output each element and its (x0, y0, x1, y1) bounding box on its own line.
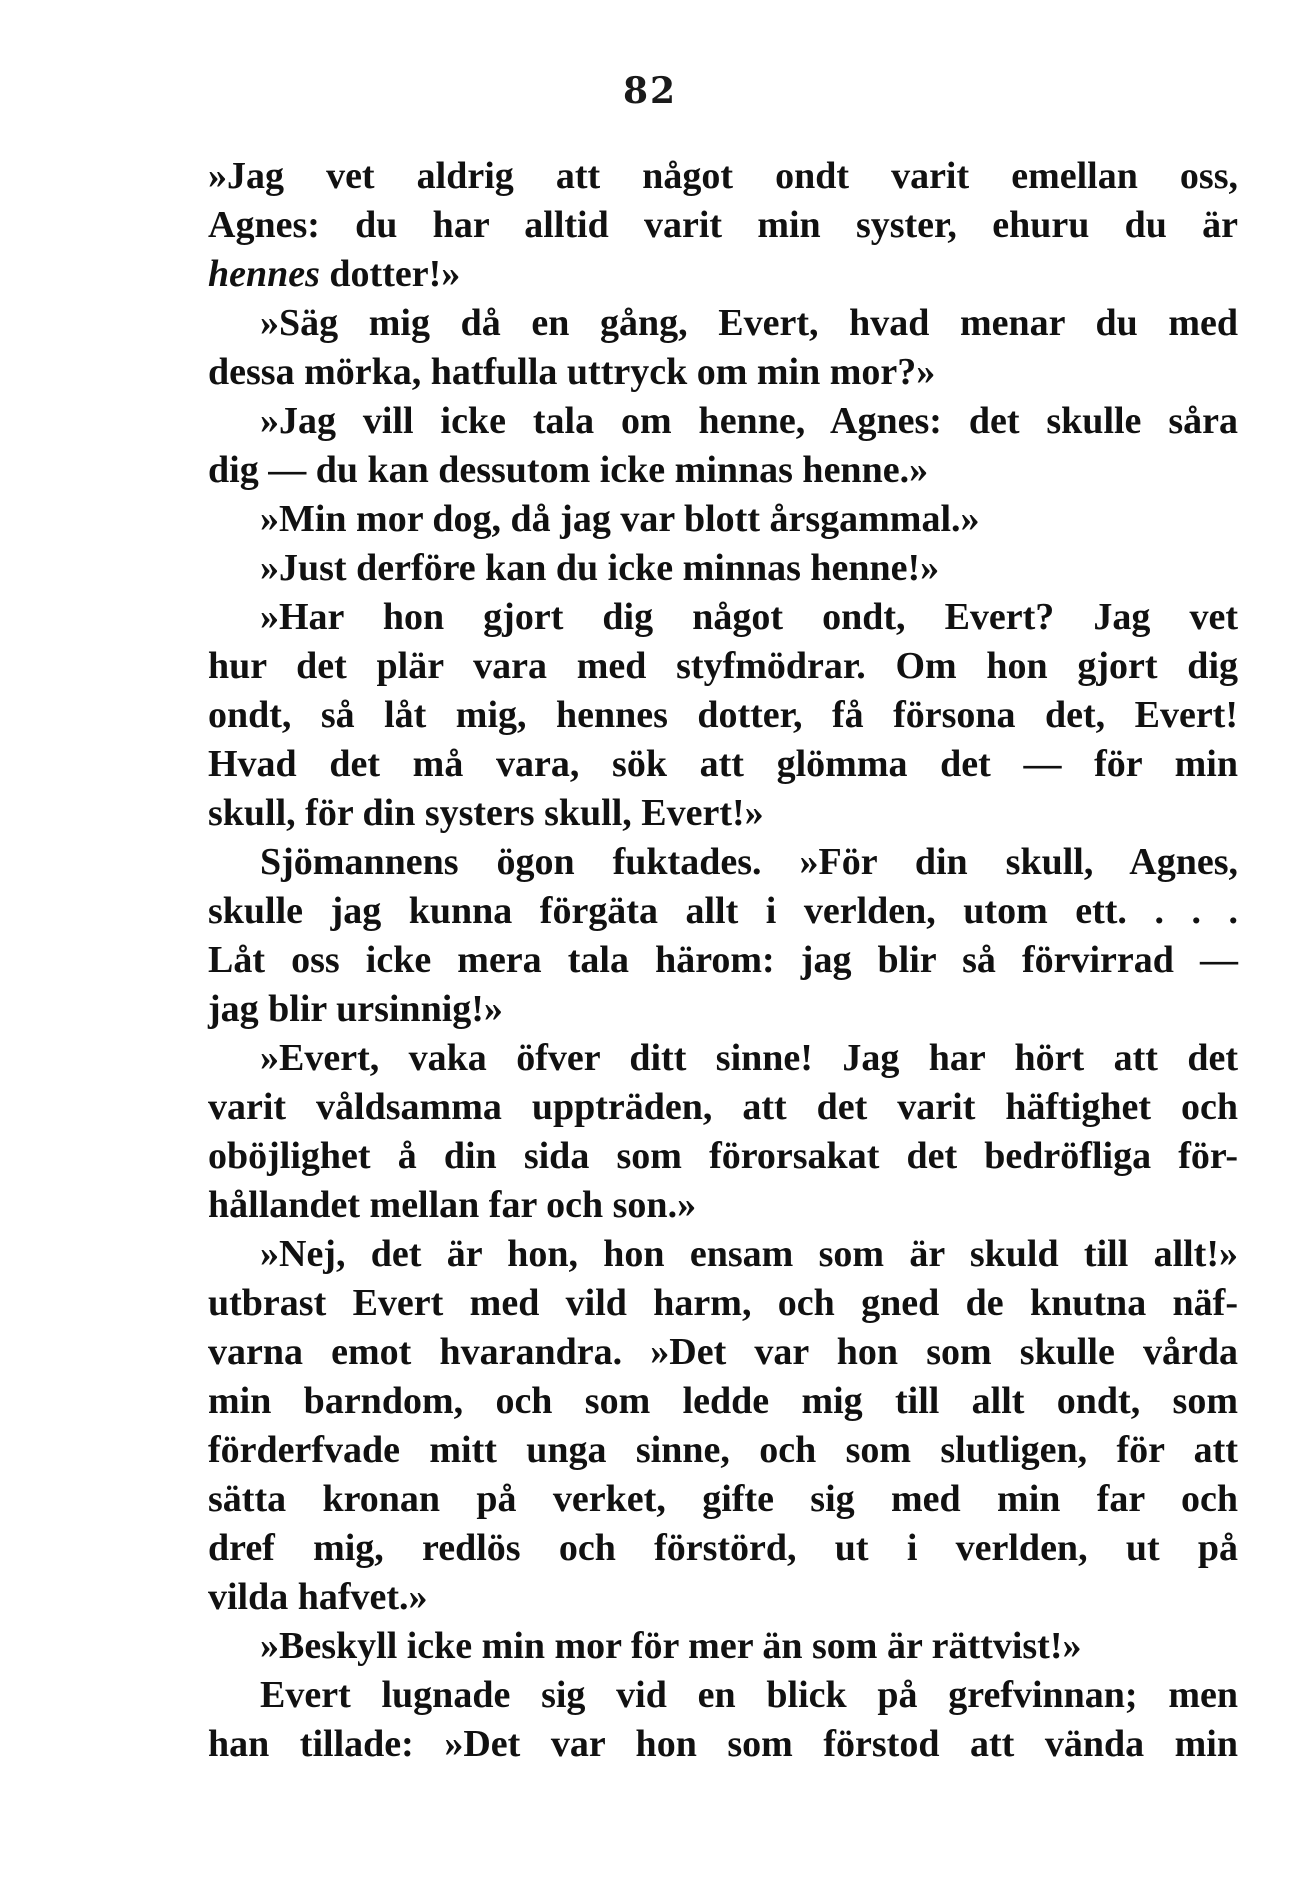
text-segment: skull, för din systers skull, Evert!» (208, 792, 764, 834)
text-segment: »Min mor dog, då jag var blott årsgammal.» (260, 498, 980, 540)
text-segment: hållandet mellan far och son.» (208, 1184, 697, 1226)
text-line (208, 1132, 1238, 1181)
text-line (208, 348, 1238, 397)
text-line (208, 1181, 1238, 1230)
text-line (208, 1279, 1238, 1328)
text-line (208, 887, 1238, 936)
text-segment: »Säg mig då en gång, Evert, hvad menar du med (260, 302, 1238, 344)
text-segment: »Jag vill icke tala om henne, Agnes: det skulle såra (260, 400, 1238, 442)
text-line (208, 1622, 1238, 1671)
text-segment: »Nej, det är hon, hon ensam som är skuld till allt!» (260, 1233, 1238, 1275)
text-line (208, 1230, 1238, 1279)
text-segment: dotter!» (319, 253, 461, 295)
text-segment: vilda hafvet.» (208, 1576, 428, 1618)
text-line (208, 593, 1238, 642)
text-line (208, 1377, 1238, 1426)
text-line (208, 1475, 1238, 1524)
text-segment: förderfvade mitt unga sinne, och som slutligen, för att (208, 1429, 1238, 1471)
text-line (208, 152, 1238, 201)
text-segment: varit våldsamma uppträden, att det varit häftighet och (208, 1086, 1238, 1128)
text-line (208, 740, 1238, 789)
text-line (208, 838, 1238, 887)
text-line (208, 1328, 1238, 1377)
text-segment: Låt oss icke mera tala härom: jag blir så förvirrad — (208, 939, 1238, 981)
text-segment: Sjömannens ögon fuktades. »För din skull, Agnes, (260, 841, 1238, 883)
text-segment: dig — du kan dessutom icke minnas henne.» (208, 449, 929, 491)
text-segment: »Beskyll icke min mor för mer än som är rättvist!» (260, 1625, 1082, 1667)
text-line (208, 789, 1238, 838)
text-segment: »Har hon gjort dig något ondt, Evert? Jag vet (260, 596, 1238, 638)
text-line (208, 397, 1238, 446)
text-line (208, 495, 1238, 544)
body-text (208, 152, 1238, 1769)
italic-word: hennes (208, 253, 320, 295)
text-line (208, 446, 1238, 495)
text-line (208, 985, 1238, 1034)
text-segment: oböjlighet å din sida som förorsakat det bedröfliga för- (208, 1135, 1238, 1177)
text-segment: sätta kronan på verket, gifte sig med min far och (208, 1478, 1238, 1520)
text-line (208, 299, 1238, 348)
text-line (208, 642, 1238, 691)
text-segment: min barndom, och som ledde mig till allt ondt, som (208, 1380, 1238, 1422)
text-segment: han tillade: »Det var hon som förstod att vända min (208, 1723, 1238, 1765)
text-line (208, 201, 1238, 250)
text-segment: Agnes: du har alltid varit min syster, ehuru du är (208, 204, 1238, 246)
text-segment: »Jag vet aldrig att något ondt varit emellan oss, (208, 155, 1238, 197)
text-line (208, 691, 1238, 740)
text-line (208, 1083, 1238, 1132)
text-segment: dessa mörka, hatfulla uttryck om min mor?» (208, 351, 936, 393)
text-segment: hur det plär vara med styfmödrar. Om hon gjort dig (208, 645, 1238, 687)
text-line (208, 1524, 1238, 1573)
text-line (208, 250, 1238, 299)
text-segment: dref mig, redlös och förstörd, ut i verlden, ut på (208, 1527, 1238, 1569)
text-segment: Hvad det må vara, sök att glömma det — för min (208, 743, 1238, 785)
text-segment: Evert lugnade sig vid en blick på grefvinnan; men (260, 1674, 1238, 1716)
text-segment: ondt, så låt mig, hennes dotter, få försona det, Evert! (208, 694, 1238, 736)
text-line (208, 936, 1238, 985)
text-segment: jag blir ursinnig!» (208, 988, 503, 1030)
text-segment: skulle jag kunna förgäta allt i verlden, utom ett. . . . (208, 890, 1238, 932)
text-line (208, 1720, 1238, 1769)
page-number: 82 (622, 70, 678, 112)
text-line (208, 1573, 1238, 1622)
text-line (208, 544, 1238, 593)
text-segment: varna emot hvarandra. »Det var hon som skulle vårda (208, 1331, 1238, 1373)
text-line (208, 1671, 1238, 1720)
text-line (208, 1034, 1238, 1083)
text-line (208, 1426, 1238, 1475)
text-segment: »Evert, vaka öfver ditt sinne! Jag har hört att det (260, 1037, 1238, 1079)
text-segment: »Just derföre kan du icke minnas henne!» (260, 547, 940, 589)
text-segment: utbrast Evert med vild harm, och gned de knutna näf- (208, 1282, 1238, 1324)
